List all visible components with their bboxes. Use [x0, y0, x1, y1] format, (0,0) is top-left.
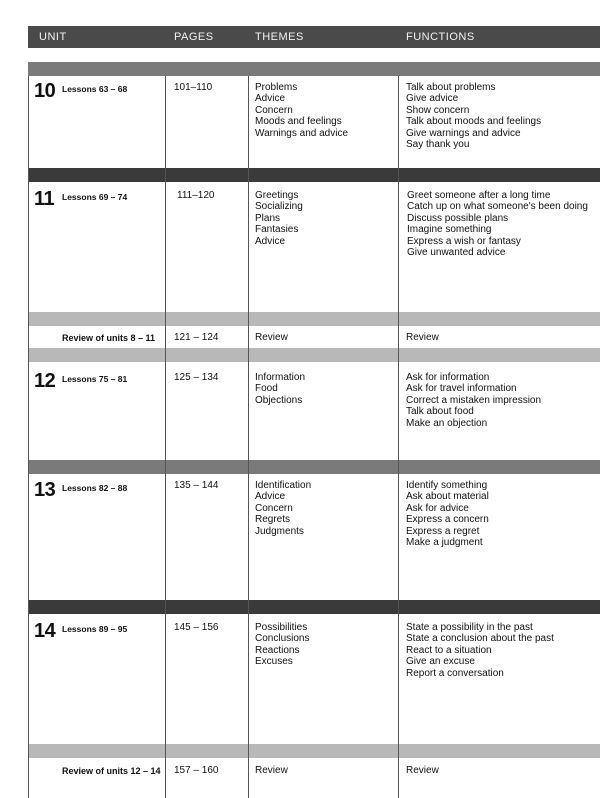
- separator-band: [28, 168, 600, 182]
- function-item: State a possibility in the past: [406, 622, 533, 633]
- theme-item: Warnings and advice: [255, 127, 349, 139]
- theme-item: Reactions: [255, 644, 300, 656]
- table-header: [28, 26, 600, 48]
- review-title: Review of units 12 – 14: [62, 766, 161, 776]
- unit-themes-list: [255, 190, 303, 247]
- separator-band: [28, 600, 600, 614]
- unit-functions-list: [406, 372, 541, 429]
- unit-themes-list: [255, 372, 305, 406]
- function-item: Say thank you: [406, 139, 470, 151]
- unit-number: 12: [34, 370, 56, 392]
- review-themes: Review: [255, 332, 288, 343]
- theme-item: Judgments: [255, 525, 304, 537]
- theme-item: Advice: [255, 491, 286, 503]
- unit-lessons: Lessons 89 – 95: [62, 624, 128, 634]
- function-item: Ask about material: [406, 491, 489, 503]
- function-item: Express a wish or fantasy: [407, 235, 521, 247]
- theme-item: Identification: [255, 480, 312, 491]
- theme-item: Objections: [255, 394, 303, 406]
- unit-number: 11: [34, 188, 55, 210]
- unit-themes-list: [255, 480, 311, 537]
- unit-pages: 111–120: [177, 190, 215, 201]
- function-item: State a conclusion about the past: [406, 633, 554, 645]
- unit-lessons: Lessons 82 – 88: [62, 483, 128, 493]
- unit-number: 13: [34, 479, 56, 501]
- theme-item: Fantasies: [255, 224, 299, 236]
- theme-item: Excuses: [255, 656, 293, 668]
- unit-pages: 125 – 134: [174, 372, 219, 383]
- theme-item: Regrets: [255, 514, 291, 526]
- function-item: Report a conversation: [406, 667, 504, 679]
- column-divider: [398, 76, 399, 798]
- theme-item: Moods and feelings: [255, 116, 342, 128]
- unit-functions-list: [406, 82, 541, 150]
- function-item: Greet someone after a long time: [407, 190, 551, 201]
- function-item: Talk about moods and feelings: [406, 116, 542, 128]
- review-functions: Review: [406, 765, 439, 776]
- unit-lessons: Lessons 75 – 81: [62, 374, 128, 384]
- function-item: Make an objection: [406, 417, 488, 429]
- unit-number: 14: [34, 620, 56, 642]
- function-item: Identify something: [406, 480, 488, 491]
- function-item: Show concern: [406, 104, 470, 116]
- unit-lessons: Lessons 69 – 74: [62, 192, 128, 202]
- review-pages: 121 – 124: [174, 332, 219, 343]
- theme-item: Concern: [255, 104, 293, 116]
- theme-item: Concern: [255, 502, 293, 514]
- theme-item: Possibilities: [255, 622, 308, 633]
- unit-pages: 135 – 144: [174, 480, 219, 491]
- review-themes: Review: [255, 765, 288, 776]
- theme-item: Problems: [255, 82, 298, 93]
- function-item: React to a situation: [406, 644, 492, 656]
- table-left-border: [28, 76, 29, 798]
- separator-band: [28, 62, 600, 76]
- unit-themes-list: [255, 82, 348, 139]
- review-title: Review of units 8 – 11: [62, 333, 156, 343]
- function-item: Give warnings and advice: [406, 127, 521, 139]
- function-item: Imagine something: [407, 224, 492, 236]
- unit-functions-list: [406, 622, 554, 679]
- function-item: Express a concern: [406, 514, 489, 526]
- unit-lessons: Lessons 63 – 68: [62, 84, 128, 94]
- separator-band: [28, 460, 600, 474]
- function-item: Talk about food: [406, 406, 474, 418]
- theme-item: Conclusions: [255, 633, 310, 645]
- unit-functions-list: [407, 190, 588, 258]
- theme-item: Advice: [255, 235, 286, 247]
- theme-item: Information: [255, 372, 306, 383]
- theme-item: Food: [255, 383, 278, 395]
- theme-item: Greetings: [255, 190, 299, 201]
- function-item: Give an excuse: [406, 656, 475, 668]
- function-item: Ask for travel information: [406, 383, 517, 395]
- unit-pages: 101–110: [174, 82, 213, 93]
- unit-number: 10: [34, 80, 56, 102]
- header-themes: THEMES: [255, 31, 304, 43]
- function-item: Express a regret: [406, 525, 480, 537]
- function-item: Ask for advice: [406, 502, 469, 514]
- function-item: Talk about problems: [406, 82, 496, 93]
- function-item: Make a judgment: [406, 537, 483, 549]
- theme-item: Advice: [255, 93, 286, 105]
- theme-item: Plans: [255, 212, 281, 224]
- unit-functions-list: [406, 480, 489, 548]
- header-functions: FUNCTIONS: [406, 31, 475, 43]
- function-item: Discuss possible plans: [407, 212, 509, 224]
- review-functions: Review: [406, 332, 439, 343]
- header-unit: UNIT: [39, 31, 67, 43]
- unit-pages: 145 – 156: [174, 622, 219, 633]
- review-pages: 157 – 160: [174, 765, 219, 776]
- column-divider: [248, 76, 249, 798]
- separator-band: [28, 312, 600, 326]
- column-divider: [165, 76, 166, 798]
- separator-band: [28, 744, 600, 758]
- function-item: Give advice: [406, 93, 459, 105]
- separator-band: [28, 348, 600, 362]
- function-item: Give unwanted advice: [407, 247, 506, 259]
- unit-themes-list: [255, 622, 309, 668]
- function-item: Ask for information: [406, 372, 490, 383]
- function-item: Correct a mistaken impression: [406, 394, 542, 406]
- theme-item: Socializing: [255, 201, 303, 213]
- function-item: Catch up on what someone's been doing: [407, 201, 588, 213]
- header-pages: PAGES: [174, 31, 214, 43]
